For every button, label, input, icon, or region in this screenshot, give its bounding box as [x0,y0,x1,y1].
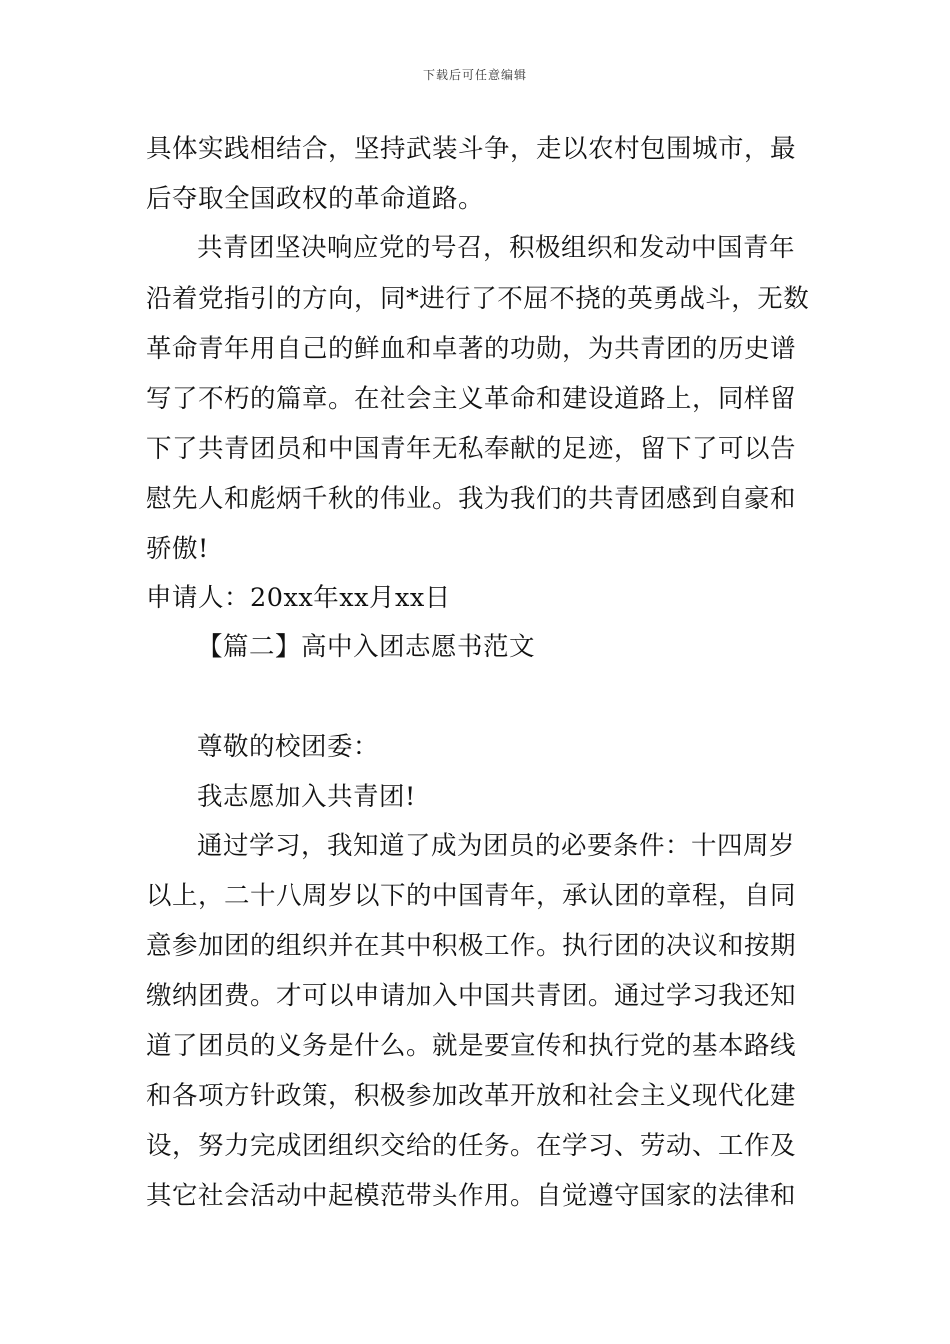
paragraph-line: 下了共青团员和中国青年无私奉献的足迹，留下了可以告 [146,434,797,464]
paragraph-line: 和各项方针政策，积极参加改革开放和社会主义现代化建 [146,1081,797,1111]
paragraph-line: 意参加团的组织并在其中积极工作。执行团的决议和按期 [146,931,797,961]
section-heading: 【篇二】高中入团志愿书范文 [197,632,536,662]
paragraph-line: 我志愿加入共青团! [197,782,416,812]
paragraph-line: 骄傲! [146,534,209,564]
paragraph-line: 写了不朽的篇章。在社会主义革命和建设道路上，同样留 [146,384,797,414]
signature-line: 申请人：20xx年xx月xx日 [146,583,451,613]
paragraph-line: 缴纳团费。才可以申请加入中国共青团。通过学习我还知 [146,981,797,1011]
paragraph-line: 设，努力完成团组织交给的任务。在学习、劳动、工作及 [146,1131,797,1161]
page-header: 下载后可任意编辑 [422,68,527,82]
paragraph-line: 后夺取全国政权的革命道路。 [146,184,485,214]
paragraph-line: 沿着党指引的方向，同*进行了不屈不挠的英勇战斗，无数 [146,284,810,314]
paragraph-line: 革命青年用自己的鲜血和卓著的功勋，为共青团的历史谱 [146,334,797,364]
paragraph-line: 以上，二十八周岁以下的中国青年，承认团的章程，自同 [146,881,797,911]
paragraph-line: 道了团员的义务是什么。就是要宣传和执行党的基本路线 [146,1031,797,1061]
paragraph-line: 共青团坚决响应党的号召，积极组织和发动中国青年 [197,233,796,263]
paragraph-line: 其它社会活动中起模范带头作用。自觉遵守国家的法律和 [146,1181,797,1211]
paragraph-line: 具体实践相结合，坚持武装斗争，走以农村包围城市，最 [146,134,797,164]
paragraph-line: 慰先人和彪炳千秋的伟业。我为我们的共青团感到自豪和 [146,484,797,514]
paragraph-line: 通过学习，我知道了成为团员的必要条件：十四周岁 [197,831,796,861]
salutation: 尊敬的校团委： [197,732,380,762]
